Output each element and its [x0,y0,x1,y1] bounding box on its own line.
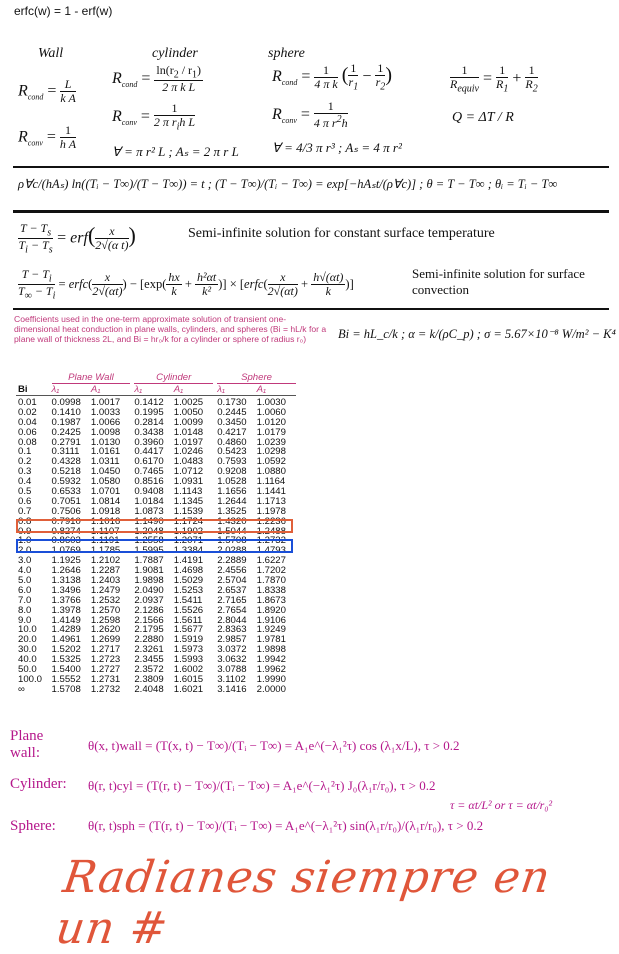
table-cell: 0.5 [18,486,32,498]
table-cell: 1.9962 [256,664,286,676]
table-cell: 1.5611 [173,614,203,626]
divider [13,210,609,213]
sphere-solution-label: Sphere: [10,818,56,834]
sphere-header: Sphere [217,372,296,384]
lumped-capacitance-equation: ρ∀c/(hAₛ) ln((Tᵢ − T∞)/(T − T∞)) = t ; (T − T∞)/(Tᵢ − T∞) = exp[−hAₛt/(ρ∀c)] ; θ = T − T∞ ; θᵢ = Tᵢ − T∞ [18,177,558,191]
table-cell: 7.0 [18,594,32,606]
sphere-rcond-formula: $R_{cond}$ = $\frac{1}{\text{4 π k}}$ ( $\frac{1}{r_1}$ − $\frac{1}{r_2}$ ) [272,61,393,93]
table-cell: 1.8673 [256,594,286,606]
table-cell: 30.0 [18,644,37,656]
table-cell: 1.1724 [173,515,204,527]
plane-wall-header: Plane Wall [52,372,131,384]
table-cell: 1.4961 [51,634,81,646]
table-cell: 0.9408 [134,486,164,498]
coefficients-caption: Coefficients used in the one-term approximate solution of transient one-dimensional heat conduction in plane walls, cylinders, and spheres (Bi = hL/k for a plane wall of thickness 2L, and Bi = hr₀/k for a cylinder or sphere of radius r₀) [14,314,327,344]
table-cell: 1.5526 [173,604,204,616]
table-cell: 1.0099 [173,416,204,428]
table-cell: 1.3766 [51,594,81,606]
table-cell: 1.0050 [173,406,204,418]
table-cell: 1.9990 [256,673,286,685]
table-cell: 0.0998 [51,397,81,408]
table-cell: 0.5423 [217,446,247,458]
table-cell: 1.0066 [90,416,121,428]
table-cell: 2.0937 [134,594,164,606]
table-cell: 1.2646 [51,565,81,577]
table-cell: 1.5411 [173,594,203,606]
table-cell: 1.6021 [173,683,204,695]
table-cell: 1.5552 [51,673,81,685]
table-cell: 1.5400 [51,664,81,676]
table-cell: 0.7051 [51,495,81,507]
table-cell: 1.2479 [90,584,121,596]
table-cell: 0.3111 [51,446,80,458]
table-cell: 2.1286 [134,604,164,616]
coefficients-table [16,372,296,695]
table-cell: 0.08 [18,436,37,448]
table-cell: 4.0 [18,565,32,577]
table-cell: 2.4556 [217,565,247,577]
table-cell: 1.3496 [51,584,81,596]
table-cell: 0.4 [18,476,32,488]
table-cell: 5.0 [18,575,32,587]
table-cell: 1.0483 [173,456,204,468]
col-header: λ₁ [134,384,143,395]
highlight-row-1-0 [16,539,293,553]
table-cell: 2.1566 [134,614,164,626]
table-cell: 1.6002 [173,664,204,676]
table-cell: 0.1995 [134,406,164,418]
table-cell: 1.1191 [90,535,120,547]
table-cell: 0.2445 [217,406,247,418]
table-cell: 1.7202 [256,565,286,577]
table-cell: 1.0246 [173,446,204,458]
table-cell: 1.0528 [217,476,247,488]
table-cell: 1.2488 [256,525,286,537]
equivalent-resistance-formula: $\frac{1}{R_{equiv}}$ = $\frac{1}{R_1}$ + $\frac{1}{R_2}$ [450,63,538,95]
wall-rcond-formula: $R_{cond}$ = $\frac{L}{\text{k A}}$ [18,77,76,106]
table-row [16,685,296,695]
table-cell: 1.1978 [256,505,286,517]
cylinder-equation: θ(r, t)cyl = (T(r, t) − T∞)/(Tᵢ − T∞) = A₁e^(−λ₁²τ) J₀(λ₁r/r₀), τ > 0.2 [88,778,436,793]
table-cell: 2.7654 [217,604,247,616]
table-cell: 2.5704 [217,575,247,587]
table-cell: 3.1416 [217,683,247,695]
table-cell: 1.0580 [90,476,121,488]
table-cell: 1.0592 [256,456,286,468]
table-cell: 0.2 [18,456,32,468]
sphere-rconv-formula: $R_{conv}$ = $\frac{1}{4 \pi r^2h}$ [272,99,348,131]
table-cell: 0.6170 [134,456,164,468]
table-cell: 0.1412 [134,397,164,408]
table-cell: 1.0161 [90,446,121,458]
table-cell: 1.4793 [256,545,286,557]
table-cell: 1.0179 [256,426,286,438]
table-cell: 1.4320 [217,515,247,527]
divider [13,308,609,310]
table-cell: 2.3572 [134,664,164,676]
divider [13,166,609,168]
cylinder-solution-label: Cylinder: [10,776,67,792]
table-cell: 1.0120 [256,416,286,428]
table-cell: 2.8363 [217,624,247,636]
table-cell: 0.01 [18,397,37,408]
table-cell: 1.0030 [256,397,286,408]
table-cell: 0.7506 [51,505,81,517]
table-cell: 100.0 [18,673,43,685]
table-cell: 2.0000 [256,683,286,695]
table-cell: 1.9781 [256,634,286,646]
table-cell: 1.0033 [90,406,121,418]
table-cell: 3.0 [18,555,32,567]
table-cell: 0.4417 [134,446,164,458]
table-cell: 1.1143 [173,486,203,498]
table-cell: 50.0 [18,664,37,676]
table-cell: 1.9081 [134,565,164,577]
cylinder-rcond-formula: $R_{cond}$ = $\frac{\ln(r_2 / r_1)}{\text{2 π k L}}$ [112,63,202,95]
col-header: A₁ [90,384,101,395]
table-cell: 1.9106 [256,614,286,626]
table-cell: 1.5919 [173,634,204,646]
table-cell: 2.2880 [134,634,164,646]
table-cell: 0.2791 [51,436,81,448]
table-cell: 1.5973 [173,644,204,656]
table-cell: 1.5995 [134,545,164,557]
table-cell: 2.3809 [134,673,164,685]
table-cell: 1.9249 [256,624,286,636]
table-cell: 1.0311 [90,456,120,468]
table-cell: 0.4217 [217,426,247,438]
table-cell: 1.4698 [173,565,204,577]
table-cell: 0.3450 [217,416,247,428]
table-cell: 1.8338 [256,584,286,596]
table-cell: ∞ [18,683,25,695]
heat-flow-formula: Q = ΔT / R [452,110,514,125]
table-cell: 1.4289 [51,624,81,636]
table-cell: 2.3261 [134,644,164,656]
plane-wall-label: Plane wall: [10,728,44,761]
table-cell: 1.2236 [256,515,286,527]
table-cell: 1.7887 [134,555,164,567]
table-cell: 1.8920 [256,604,286,616]
table-cell: 0.4328 [51,456,81,468]
table-cell: 1.1925 [51,555,81,567]
table-cell: 1.2558 [134,535,164,547]
table-cell: 1.5029 [173,575,204,587]
table-cell: 10.0 [18,624,37,636]
table-cell: 1.2731 [90,673,121,685]
table-cell: 0.2425 [51,426,81,438]
table-cell: 1.2071 [173,535,204,547]
table-cell: 0.1730 [217,397,247,408]
wall-rconv-formula: $R_{conv}$ = $\frac{1}{\text{h A}}$ [18,123,77,152]
table-cell: 1.1902 [173,525,204,537]
semi-infinite-constant-equation: $\frac{T - T_s}{T_i - T_s}$ = erf( $\frac{x}{\text{2√(α t)}}$ ) [18,221,136,256]
table-cell: 1.9898 [256,644,286,656]
table-cell: 1.1164 [256,476,286,488]
table-cell: 0.7465 [134,466,164,478]
table-cell: 0.4860 [217,436,247,448]
table-cell: 1.1016 [90,515,121,527]
sphere-equation: θ(r, t)sph = (T(r, t) − T∞)/(Tᵢ − T∞) = A₁e^(−λ₁²τ) sin(λ₁r/r₀)/(λ₁r/r₀), τ > 0.2 [88,818,484,833]
table-cell: 0.7 [18,505,32,517]
semi-infinite-constant-label: Semi-infinite solution for constant surface temperature [188,226,495,241]
table-cell: 1.6015 [173,673,204,685]
tau-definition: τ = αt/L² or τ = αt/r₀² [450,798,553,812]
table-cell: 0.3960 [134,436,164,448]
table-cell: 1.2102 [90,555,121,567]
table-cell: 1.2727 [90,664,121,676]
table-cell: 8.0 [18,604,32,616]
table-cell: 1.0918 [90,505,121,517]
table-cell: 2.9857 [217,634,247,646]
table-cell: 1.3978 [51,604,81,616]
table-cell: 1.3138 [51,575,81,587]
table-cell: 2.0 [18,545,32,557]
table-cell: 1.1656 [217,486,247,498]
table-cell: 1.1539 [173,505,204,517]
col-header: A₁ [256,384,267,395]
table-cell: 1.0 [18,535,32,547]
sphere-volume: ∀ = 4/3 π r³ ; Aₛ = 4 π r² [272,140,402,155]
constants-formula: Bi = hL_c/k ; α = k/(ρC_p) ; σ = 5.67×10⁻⁸ W/m² − K⁴ [338,327,616,341]
table-cell: 40.0 [18,654,37,666]
plane-wall-equation: θ(x, t)wall = (T(x, t) − T∞)/(Tᵢ − T∞) = A₁e^(−λ₁²τ) cos (λ₁x/L), τ > 0.2 [88,738,460,753]
table-cell: 1.2598 [90,614,121,626]
table-cell: 2.8044 [217,614,247,626]
table-cell: 1.2732 [90,683,121,695]
table-cell: 3.1102 [217,673,246,685]
table-cell: 1.0098 [90,426,121,438]
table-cell: 0.02 [18,406,37,418]
table-cell: 1.0197 [173,436,204,448]
table-cell: 0.5932 [51,476,81,488]
table-cell: 2.0288 [217,545,247,557]
table-cell: 1.6227 [256,555,286,567]
table-cell: 1.5202 [51,644,81,656]
col-header: A₁ [173,384,184,395]
table-cell: 3.0788 [217,664,247,676]
bi-header: Bi [18,384,28,395]
table-cell: 1.2644 [217,495,247,507]
table-cell: 1.0025 [173,397,204,408]
table-cell: 1.4149 [51,614,81,626]
table-cell: 0.06 [18,426,37,438]
table-cell: 0.9 [18,525,32,537]
table-cell: 0.7593 [217,456,247,468]
table-cell: 1.0769 [51,545,81,557]
table-cell: 0.2814 [134,416,164,428]
table-cell: 1.3384 [173,545,204,557]
table-cell: 1.0148 [173,426,204,438]
table-cell: 1.5708 [51,683,81,695]
table-cell: 1.2532 [90,594,121,606]
table-cell: 1.5677 [173,624,204,636]
table-cell: 1.2287 [90,565,121,577]
table-cell: 0.6 [18,495,32,507]
table-cell: 1.0450 [90,466,121,478]
table-cell: 1.5253 [173,584,204,596]
table-cell: 1.0712 [173,466,204,478]
erfc-definition: erfc(w) = 1 - erf(w) [14,4,113,18]
table-cell: 6.0 [18,584,32,596]
cylinder-rconv-formula: $R_{conv}$ = $\frac{1}{2 \pi r_ih L}$ [112,101,196,133]
table-cell: 3.0372 [217,644,247,656]
semi-infinite-convection-label: Semi-infinite solution for surface convection [412,266,585,297]
table-cell: 0.1987 [51,416,81,428]
table-cell: 1.1785 [90,545,121,557]
table-cell: 1.1441 [256,486,286,498]
table-cell: 1.1713 [256,495,286,507]
table-cell: 0.3438 [134,426,164,438]
table-cell: 1.5044 [217,525,247,537]
table-cell: 2.3455 [134,654,164,666]
table-cell: 1.2732 [256,535,286,547]
table-cell: 1.5708 [217,535,247,547]
table-cell: 1.9898 [134,575,164,587]
table-cell: 1.1107 [90,525,120,537]
table-cell: 0.8274 [51,525,81,537]
table-cell: 0.1 [18,446,32,458]
table-cell: 1.4191 [173,555,204,567]
table-cell: 1.2620 [90,624,121,636]
table-cell: 1.0130 [90,436,121,448]
table-cell: 1.0880 [256,466,286,478]
table-cell: 1.0873 [134,505,164,517]
table-cell: 1.1490 [134,515,164,527]
table-cell: 1.0701 [90,486,121,498]
col-header: λ₁ [51,384,60,395]
semi-infinite-convection-equation: $\frac{T - T_i}{T_\infty - T_i}$ = erfc( $\frac{x}{2√(\alpha t)}$ ) − [exp( $\frac{hx}{k}$ + $\frac{\text{h²αt}}{\text{k²}}$ )] × [erfc( $\frac{x}{2√(\alpha t)}$ + $\frac{h√(\alpha t)}{k}$ )] [18,267,354,302]
table-cell: 2.7165 [217,594,247,606]
table-cell: 20.0 [18,634,37,646]
table-cell: 1.7870 [256,575,286,587]
table-cell: 2.4048 [134,683,164,695]
table-cell: 0.9208 [217,466,247,478]
table-cell: 0.04 [18,416,37,428]
table-cell: 1.5325 [51,654,81,666]
table-cell: 1.2570 [90,604,121,616]
table-cell: 1.0060 [256,406,286,418]
table-cell: 0.8516 [134,476,164,488]
table-cell: 1.2699 [90,634,121,646]
cylinder-header: Cylinder [134,372,213,384]
table-cell: 0.3 [18,466,32,478]
wall-label: Wall [38,46,64,61]
cylinder-label: cylinder [152,46,198,61]
sphere-label: sphere [268,46,305,61]
table-cell: 1.2403 [90,575,121,587]
table-cell: 1.0814 [90,495,121,507]
table-cell: 1.1345 [173,495,204,507]
table-cell: 1.0017 [90,397,121,408]
table-cell: 1.0931 [173,476,204,488]
table-cell: 0.1410 [51,406,81,418]
table-cell: 1.3525 [217,505,247,517]
table-cell: 1.2723 [90,654,121,666]
table-cell: 1.5993 [173,654,204,666]
table-cell: 2.2889 [217,555,247,567]
table-cell: 0.5218 [51,466,81,478]
table-cell: 0.8 [18,515,32,527]
table-cell: 9.0 [18,614,32,626]
table-cell: 1.2048 [134,525,164,537]
table-cell: 1.9942 [256,654,286,666]
table-cell: 0.7910 [51,515,81,527]
table-cell: 2.1795 [134,624,164,636]
highlight-row-0-8 [16,515,293,533]
table-cell: 0.6533 [51,486,81,498]
col-header: λ₁ [217,384,225,395]
table-cell: 1.2717 [90,644,121,656]
table-cell: 2.0490 [134,584,164,596]
handwritten-note: Radianes siempre en un # [52,852,554,954]
cylinder-volume: ∀ = π r² L ; Aₛ = 2 π r L [112,144,239,159]
table-cell: 3.0632 [217,654,247,666]
table-cell: 0.8603 [51,535,81,547]
table-cell: 1.0184 [134,495,164,507]
table-cell: 1.0298 [256,446,286,458]
table-cell: 1.0239 [256,436,286,448]
table-cell: 2.6537 [217,584,247,596]
